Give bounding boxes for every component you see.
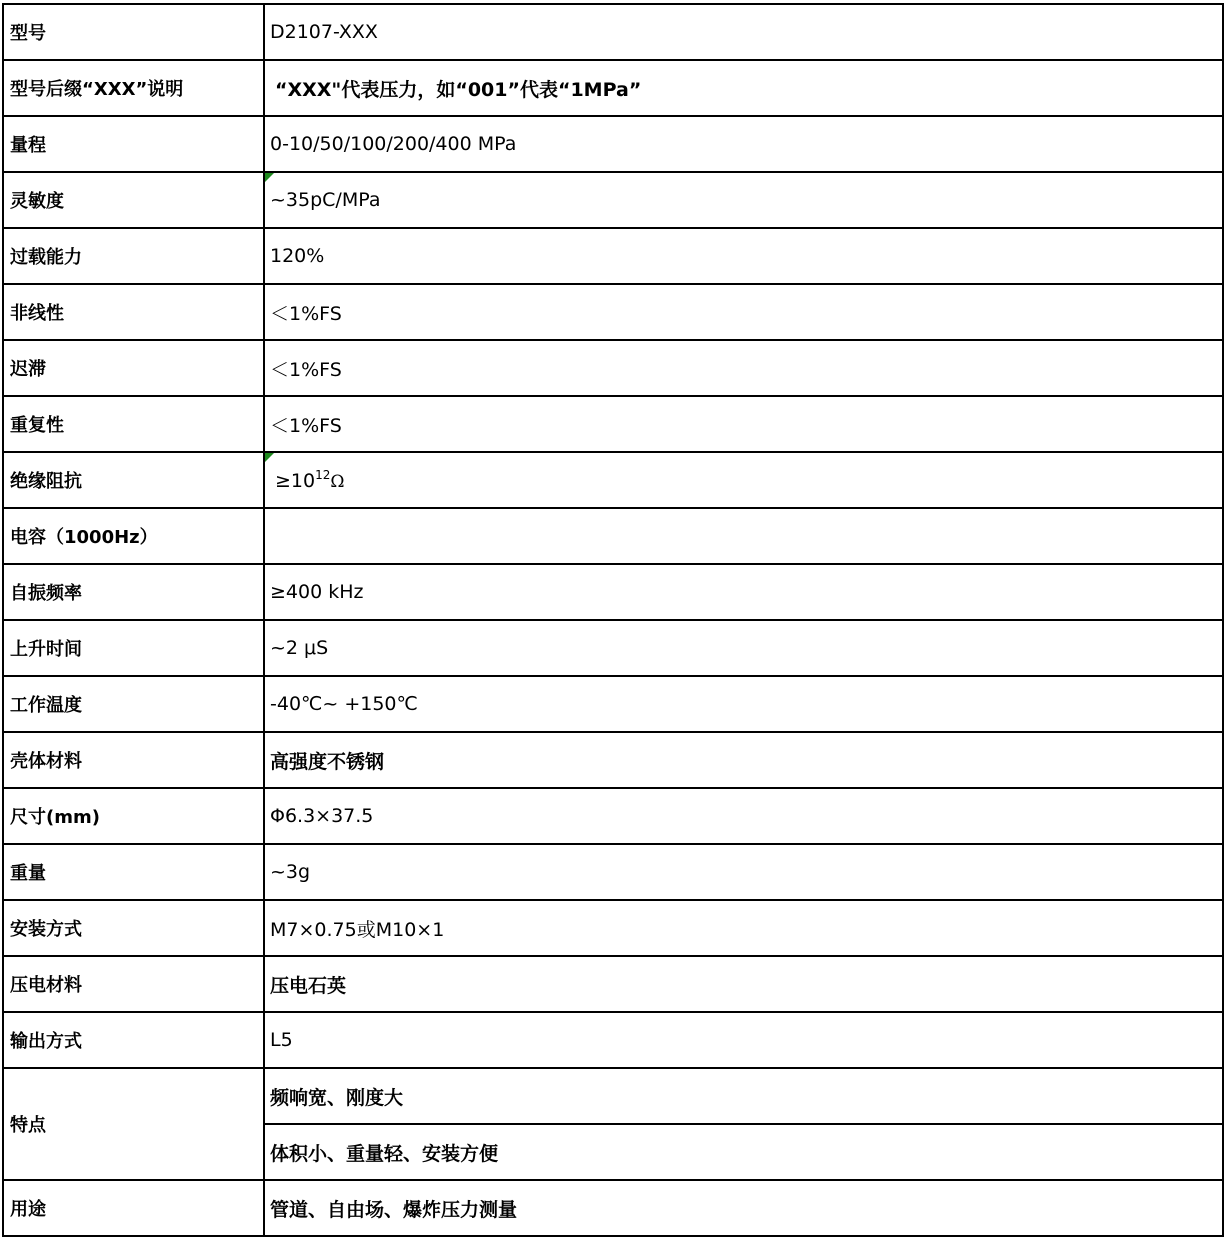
row-label: 绝缘阻抗 xyxy=(3,452,264,508)
row-label: 上升时间 xyxy=(3,620,264,676)
table-row xyxy=(3,60,1223,116)
table-row xyxy=(3,900,1223,956)
row-label: 迟滞 xyxy=(3,340,264,396)
comment-marker-icon xyxy=(265,173,274,182)
row-label: 型号 xyxy=(3,4,264,60)
row-label: 量程 xyxy=(3,116,264,172)
row-value: ~2 μS xyxy=(264,620,1223,676)
row-label: 非线性 xyxy=(3,284,264,340)
row-value: L5 xyxy=(264,1012,1223,1068)
table-row xyxy=(3,1180,1223,1236)
row-value: ＜1%FS xyxy=(264,284,1223,340)
row-value xyxy=(264,508,1223,564)
row-value: 压电石英 xyxy=(264,956,1223,1012)
row-label: 输出方式 xyxy=(3,1012,264,1068)
table-row xyxy=(3,788,1223,844)
row-label: 安装方式 xyxy=(3,900,264,956)
insulation-value-base: ≥10 xyxy=(275,470,316,492)
table-row xyxy=(3,844,1223,900)
row-value: ＜1%FS xyxy=(264,340,1223,396)
row-value: Φ6.3×37.5 xyxy=(264,788,1223,844)
row-label: 特点 xyxy=(3,1068,264,1180)
row-label: 工作温度 xyxy=(3,676,264,732)
row-label: 重量 xyxy=(3,844,264,900)
table-row xyxy=(3,228,1223,284)
row-value: 体积小、重量轻、安装方便 xyxy=(264,1124,1223,1180)
table-row xyxy=(3,620,1223,676)
row-label: 尺寸(mm) xyxy=(3,788,264,844)
insulation-value-unit: Ω xyxy=(330,472,345,492)
table-row xyxy=(3,676,1223,732)
row-value: -40℃~ +150℃ xyxy=(264,676,1223,732)
row-value-cell xyxy=(264,452,1223,508)
table-row xyxy=(3,116,1223,172)
table-row xyxy=(3,1068,1223,1124)
row-value: 频响宽、刚度大 xyxy=(264,1068,1223,1124)
table-row xyxy=(3,508,1223,564)
row-label: 灵敏度 xyxy=(3,172,264,228)
row-label: 型号后缀“XXX”说明 xyxy=(3,60,264,116)
spec-table xyxy=(2,3,1224,1237)
row-label: 过载能力 xyxy=(3,228,264,284)
table-row xyxy=(3,396,1223,452)
table-row xyxy=(3,340,1223,396)
table-row xyxy=(3,452,1223,508)
row-value: 高强度不锈钢 xyxy=(264,732,1223,788)
row-label: 用途 xyxy=(3,1180,264,1236)
row-value: ~3g xyxy=(264,844,1223,900)
row-label: 压电材料 xyxy=(3,956,264,1012)
row-value: ≥400 kHz xyxy=(264,564,1223,620)
table-row xyxy=(3,564,1223,620)
table-row xyxy=(3,4,1223,60)
table-row xyxy=(3,956,1223,1012)
row-value-cell xyxy=(264,172,1223,228)
table-row xyxy=(3,172,1223,228)
row-value: M7×0.75或M10×1 xyxy=(264,900,1223,956)
row-label: 自振频率 xyxy=(3,564,264,620)
table-row xyxy=(3,1012,1223,1068)
spec-sheet xyxy=(2,3,1224,1237)
insulation-value-exponent: 12 xyxy=(315,468,331,482)
row-label: 重复性 xyxy=(3,396,264,452)
row-value: 管道、自由场、爆炸压力测量 xyxy=(264,1180,1223,1236)
row-value: “XXX"代表压力，如“001”代表“1MPa” xyxy=(264,60,1223,116)
comment-marker-icon xyxy=(265,453,274,462)
row-label: 壳体材料 xyxy=(3,732,264,788)
table-row xyxy=(3,284,1223,340)
row-value: ＜1%FS xyxy=(264,396,1223,452)
row-value: D2107-XXX xyxy=(264,4,1223,60)
row-value: 0-10/50/100/200/400 MPa xyxy=(264,116,1223,172)
table-row xyxy=(3,732,1223,788)
row-value: ~35pC/MPa xyxy=(270,189,381,211)
row-value: 120% xyxy=(264,228,1223,284)
row-label: 电容（1000Hz） xyxy=(3,508,264,564)
